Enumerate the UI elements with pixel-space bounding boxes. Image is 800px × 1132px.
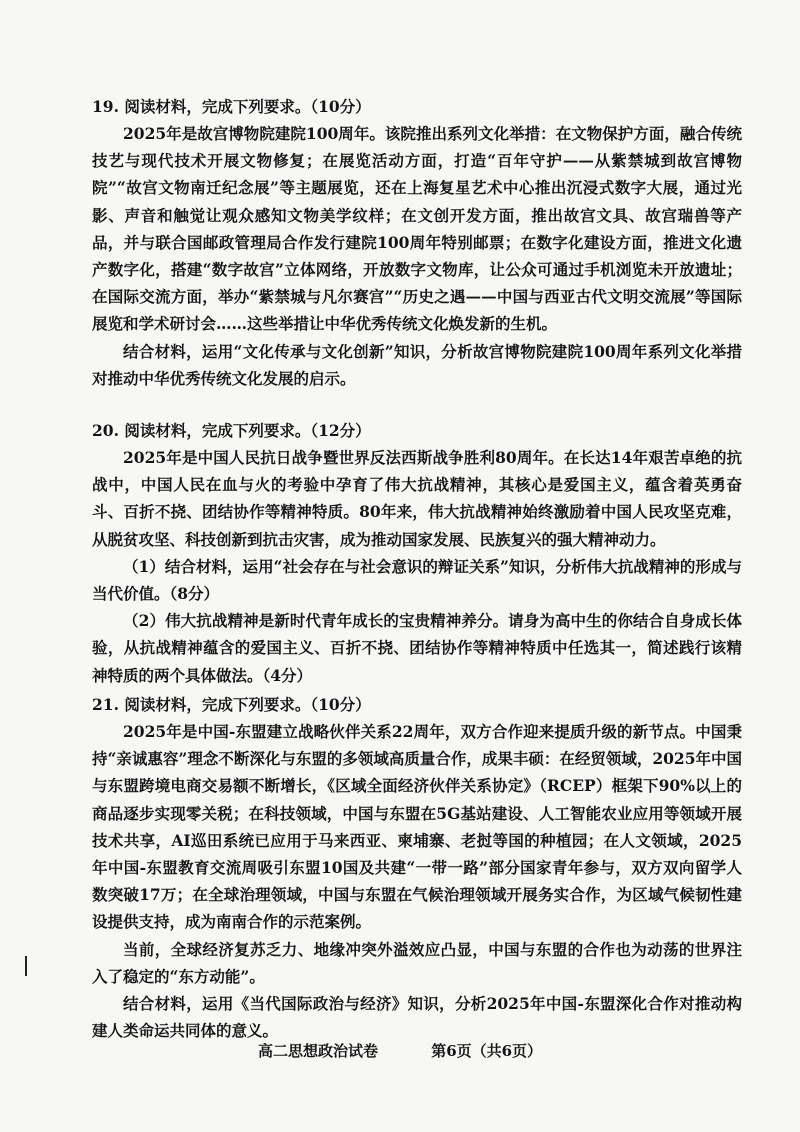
sub-question-2: （2）伟大抗战精神是新时代青年成长的宝贵精神养分。请身为高中生的你结合自身成长体验，从抗战精神蕴含的爱国主义、百折不挠、团结协作等精神特质中任选其一，简述践行该精神特质的两个具体做法。（4分） — [92, 611, 742, 685]
footer-subject: 高二思想政治试卷 — [257, 1042, 378, 1060]
question-prompt: 结合材料，运用“文化传承与文化创新”知识，分析故宫博物院建院100周年系列文化举措对推动中华优秀传统文化发展的启示。 — [92, 341, 742, 388]
material-paragraph: 当前，全球经济复苏乏力、地缘冲突外溢效应凸显，中国与东盟的合作也为动荡的世界注入了稳定的“东方动能”。 — [92, 939, 742, 986]
material-paragraph: 2025年是故宫博物院建院100周年。该院推出系列文化举措：在文物保护方面，融合传统技艺与现代技术开展文物修复；在展览活动方面，打造“百年守护——从紫禁城到故宫博物院”“故宫文物南迁纪念展”等主题展览，还在上海复星艺术中心推出沉浸式数字大展，通过光影、声音和触觉让观众感知文物美学纹样；在文创开发方面，推出故宫文具、故宫瑞兽等产品，并与联合国邮政管理局合作发行建院100周年特别邮票；在数字化建设方面，推进文化遗产数字化，搭建“数字故宫”立体网络，开放数字文物库，让公众可通过手机浏览未开放遗址；在国际交流方面，举办“紫禁城与凡尔赛宫”“历史之遇——中国与西亚古代文明交流展”等国际展览和学术研讨会……这些举措让中华优秀传统文化焕发新的生机。 — [92, 124, 742, 334]
question-21 — [92, 692, 742, 1044]
question-19 — [92, 94, 742, 392]
material-paragraph: 2025年是中国-东盟建立战略伙伴关系22周年，双方合作迎来提质升级的新节点。中国秉持“亲诚惠容”理念不断深化与东盟的多领域高质量合作，成果丰硕：在经贸领域，2025年中国与东盟跨境电商交易额不断增长，《区域全面经济伙伴关系协定》（RCEP）框架下90%以上的商品逐步实现零关税；在科技领域，中国与东盟在5G基站建设、人工智能农业应用等领域开展技术共享，AI巡田系统已应用于马来西亚、柬埔寨、老挝等国的种植园；在人文领域，2025年中国-东盟教育交流周吸引东盟10国及共建“一带一路”部分国家青年参与，双方双向留学人数突破17万；在全球治理领域，中国与东盟在气候治理领域开展务实合作，为区域气候韧性建设提供支持，成为南南合作的示范案例。 — [92, 722, 742, 932]
question-title: 21. 阅读材料，完成下列要求。（10分） — [92, 695, 371, 714]
question-prompt: 结合材料，运用《当代国际政治与经济》知识，分析2025年中国-东盟深化合作对推动构建人类命运共同体的意义。 — [92, 994, 742, 1041]
question-title: 20. 阅读材料，完成下列要求。（12分） — [92, 421, 371, 440]
material-paragraph: 2025年是中国人民抗日战争暨世界反法西斯战争胜利80周年。在长达14年艰苦卓绝的抗战中，中国人民在血与火的考验中孕育了伟大抗战精神，其核心是爱国主义，蕴含着英勇奋斗、百折不挠、团结协作等精神特质。80年来，伟大抗战精神始终激励着中国人民攻坚克难，从脱贫攻坚、科技创新到抗击灾害，成为推动国家发展、民族复兴的强大精神动力。 — [92, 448, 742, 549]
question-title: 19. 阅读材料，完成下列要求。（10分） — [92, 97, 371, 116]
margin-mark — [25, 956, 27, 976]
question-20 — [92, 418, 742, 689]
page-footer — [0, 1040, 800, 1061]
sub-question-1: （1）结合材料，运用“社会存在与社会意识的辩证关系”知识，分析伟大抗战精神的形成与当代价值。（8分） — [92, 556, 742, 604]
footer-page-number: 第6页（共6页） — [431, 1042, 543, 1060]
